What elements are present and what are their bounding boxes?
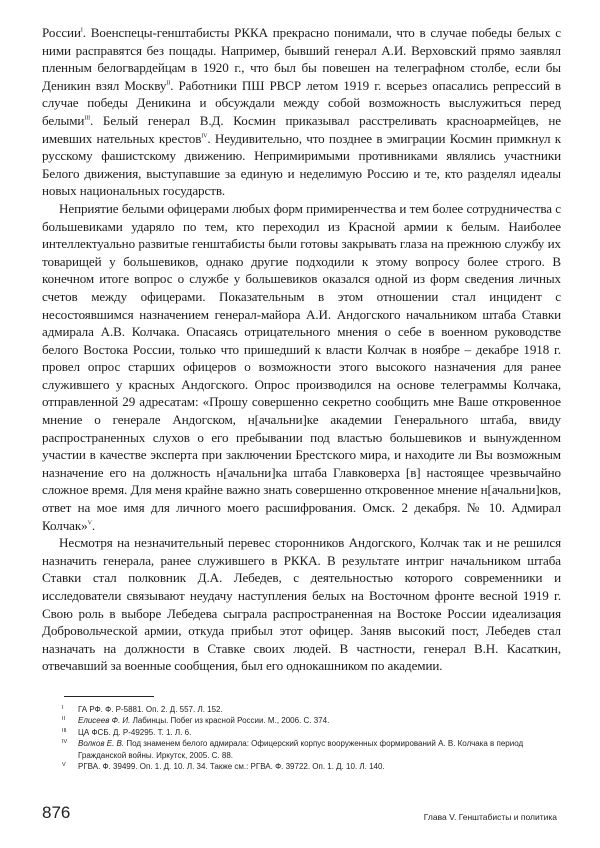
- text-run: .: [91, 517, 96, 533]
- footnote-text: [78, 704, 557, 715]
- footnote-ref[interactable]: II: [166, 80, 171, 87]
- footnote-text: [78, 761, 557, 772]
- footnote: [62, 727, 557, 738]
- footnotes: [62, 704, 557, 772]
- footnote-ref[interactable]: IV: [201, 133, 208, 140]
- footnote-text: [78, 727, 557, 738]
- page-number: 876: [42, 803, 71, 822]
- text-run: . Военспецы-генштабисты РККА прекрасно понимали, что в случае победы белых с ними расправятся без пощады. Например, бывший генерал А.И. Верховский прямо заявлял пленным белогвардейцам в 1920 г., что был бы повешен на телеграфном столбе, если бы Деникин взял Москву: [42, 25, 561, 93]
- paragraph: [42, 24, 561, 200]
- footnote: [62, 738, 557, 761]
- footnote-mark: IV: [62, 739, 68, 746]
- footnote-text: [78, 715, 557, 726]
- footnote-citation: РГВА. Ф. 39499. Оп. 1. Д. 10. Л. 34. Также см.: РГВА. Ф. 39722. Оп. 1. Д. 10. Л. 140.: [78, 762, 385, 772]
- text-run: . Неудивительно, что позднее в эмиграции Космин примкнул к русскому фашистскому движению. Непримиримыми противниками являлись участники Белого движения, выступавшие за единую и неделимую Россию и те, кто разделял идеалы новых национальных государств.: [42, 130, 561, 199]
- footnote-author: Елисеев Ф. И.: [78, 716, 131, 726]
- footnote-mark: I: [62, 705, 64, 711]
- text-run: России: [42, 25, 81, 40]
- footnote-mark: II: [62, 716, 66, 723]
- footnote-ref[interactable]: V: [87, 520, 92, 527]
- footnote-citation: Под знаменем белого адмирала: Офицерский корпус вооруженных формирований А. В. Колчака в период Гражданской войны. Иркутск, 2005. С. 88.: [78, 739, 524, 760]
- footnote-ref[interactable]: III: [84, 115, 91, 122]
- footnote-separator: [64, 696, 154, 697]
- footnote: [62, 761, 557, 772]
- footnote-text: [78, 738, 557, 761]
- footnote: [62, 704, 557, 715]
- running-footer: Глава V. Генштабисты и политика: [423, 812, 557, 822]
- paragraph: [42, 200, 561, 534]
- footnote-ref[interactable]: I: [80, 27, 83, 34]
- footnote-mark: V: [62, 762, 66, 769]
- footnote-citation: ГА РФ. Ф. Р-5881. Оп. 2. Д. 557. Л. 152.: [78, 705, 223, 714]
- footnote-citation: Лабинцы. Побег из красной России. М., 2006. С. 374.: [130, 716, 330, 726]
- text-run: Несмотря на незначительный перевес сторонников Андогского, Колчак так и не решился назначить генерала, ранее служившего в РККА. В результате интриг начальником штаба Ставки стал полковник Д.А. Лебедев, с деятельностью которого современники и исследователи связывают неудачу наступления белых на Восточном фронте весной 1919 г. Свою роль в выборе Лебедева сыграла распространенная на Востоке России идеализация Добровольческой армии, откуда прибыл этот офицер. Заняв высокий пост, Лебедев стал назначать на должности в Ставке своих людей. В частности, генерал В.Н. Касаткин, отвечавший за военные сообщения, был его однокашником по академии.: [42, 535, 561, 674]
- footnote: [62, 715, 557, 726]
- main-text: [42, 24, 561, 675]
- text-run: Неприятие белыми офицерами любых форм примиренчества и тем более сотрудничества с большевиками ударяло по тем, кто переходил из Красной армии к белым. Наиболее интеллектуально развитые генштабисты были готовы закрывать глаза на прежнюю службу их товарищей у большевиков, однако другие подходили к этому вопросу более строго. В конечном итоге вопрос о службе у большевиков оказался одной из форм сведения личных счетов между офицерами. Показательным в этом отношении стал инцидент с несостоявшимся назначением генерал-майора А.И. Андогского начальником штаба Ставки адмирала А.В. Колчака. Опасаясь отрицательного мнения о себе в военном руководстве белого Востока России, только что пришедший к власти Колчак в ноябре – декабре 1918 г. провел опрос старших офицеров о возможности этого высокого назначения для ранее служившего у красных Андогского. Опрос производился на основе телеграммы Колчака, отправленной 29 адресатам: «Прошу совершенно секретно сообщить мне Ваше откровенное мнение о генерале Андогском, н[ачальни]ке академии Генерального штаба, ввиду распространенных слухов о его пребывании под властью большевиков и вынужденном участии в качестве эксперта при заключении Брестского мира, и находите ли Вы возможным назначение его на должность н[ачальни]ка штаба Главковерха [в] настоящее чрезвычайно сложное время. Для меня крайне важно знать совершенно откровенное мнение н[ачальни]ков, ответ на мое имя для личного моего расшифрования. Омск. 2 декабря. № 10. Адмирал Колчак»: [42, 200, 561, 533]
- text-run: . Работники ПШ РВСР летом 1919 г. всерьез опасались репрессий в случае победы Деникина и обсуждали между собой возможность выслужиться перед белыми: [42, 77, 562, 128]
- footnote-mark: III: [62, 727, 67, 734]
- paragraph: [42, 534, 561, 675]
- text-run: . Белый генерал В.Д. Космин приказывал расстреливать красноармейцев, не имевших нательных крестов: [42, 112, 561, 146]
- footnote-author: Волков Е. В.: [78, 739, 125, 749]
- footnote-citation: ЦА ФСБ. Д. Р-49295. Т. 1. Л. 6.: [78, 727, 192, 737]
